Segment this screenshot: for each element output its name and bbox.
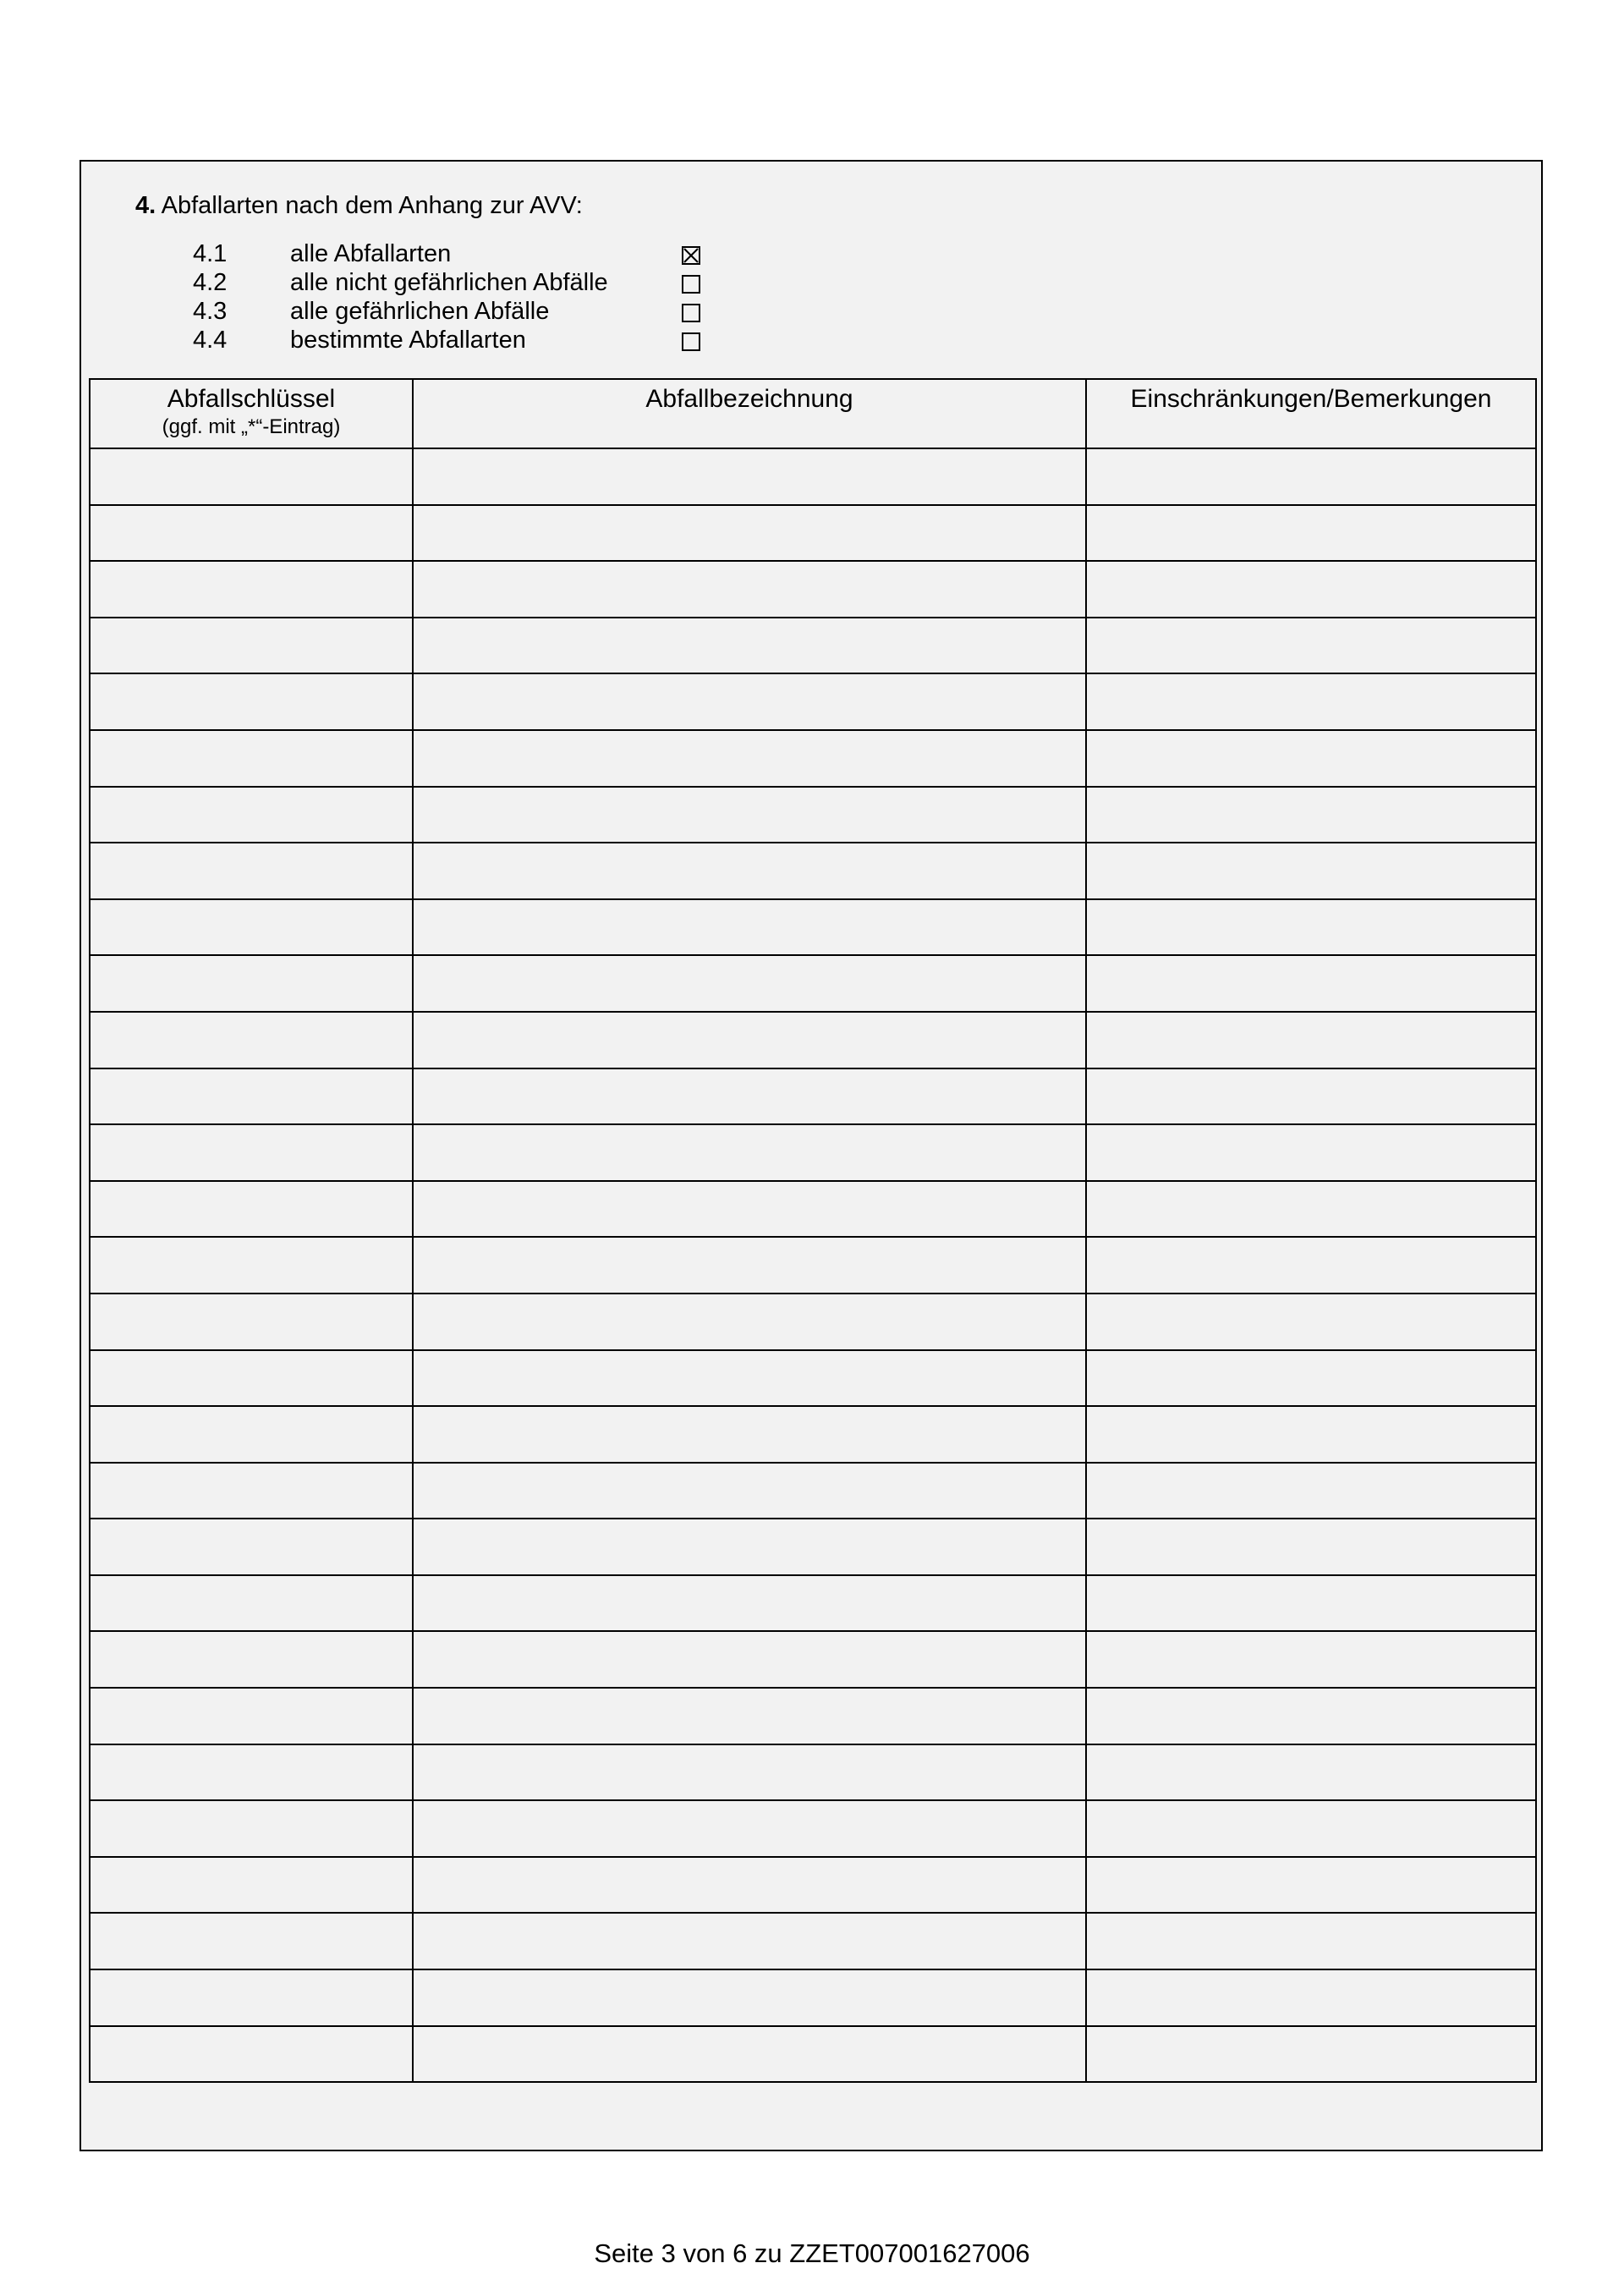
header-sublabel: (ggf. mit „*“-Eintrag) [162,415,341,438]
cell-waste-designation[interactable] [413,1068,1086,1125]
cell-waste-code[interactable] [90,1463,413,1519]
table-row [90,1857,1536,1914]
checkbox-icon[interactable] [682,275,700,294]
table-row [90,1237,1536,1294]
cell-remarks[interactable] [1086,1294,1536,1350]
cell-waste-code[interactable] [90,2026,413,2083]
cell-remarks[interactable] [1086,505,1536,562]
cell-waste-designation[interactable] [413,1800,1086,1857]
cell-remarks[interactable] [1086,899,1536,956]
table-row [90,1800,1536,1857]
cell-waste-code[interactable] [90,505,413,562]
cell-remarks[interactable] [1086,1800,1536,1857]
option-label: bestimmte Abfallarten [290,327,526,354]
option-label: alle gefährlichen Abfälle [290,298,550,325]
cell-remarks[interactable] [1086,618,1536,674]
option-number: 4.3 [193,298,228,325]
cell-waste-code[interactable] [90,561,413,618]
table-header-row [90,379,1536,448]
table-row [90,1631,1536,1688]
table-row [90,1969,1536,2026]
cell-waste-designation[interactable] [413,2026,1086,2083]
option-number: 4.4 [193,327,228,354]
cell-waste-designation[interactable] [413,505,1086,562]
table-row [90,618,1536,674]
cell-remarks[interactable] [1086,1857,1536,1914]
cell-waste-code[interactable] [90,1800,413,1857]
cell-waste-designation[interactable] [413,1294,1086,1350]
table-row [90,448,1536,505]
cell-remarks[interactable] [1086,1463,1536,1519]
cell-remarks[interactable] [1086,787,1536,843]
table-row [90,730,1536,787]
header-waste-designation [413,379,1086,448]
cell-remarks[interactable] [1086,1068,1536,1125]
cell-waste-designation[interactable] [413,955,1086,1012]
cell-waste-designation[interactable] [413,1350,1086,1407]
checkbox-icon[interactable] [682,304,700,322]
cell-remarks[interactable] [1086,1012,1536,1068]
table-row [90,561,1536,618]
cell-waste-code[interactable] [90,448,413,505]
cell-waste-code[interactable] [90,1744,413,1801]
table-row [90,899,1536,956]
cell-waste-designation[interactable] [413,1463,1086,1519]
cell-waste-designation[interactable] [413,1237,1086,1294]
cell-waste-designation[interactable] [413,1519,1086,1575]
table-row [90,1068,1536,1125]
table-row [90,1575,1536,1632]
table-row [90,1913,1536,1969]
cell-waste-code[interactable] [90,1688,413,1744]
cell-waste-designation[interactable] [413,1124,1086,1181]
cell-waste-code[interactable] [90,1519,413,1575]
option-label: alle Abfallarten [290,240,452,267]
table-row [90,1181,1536,1238]
cell-waste-designation[interactable] [413,561,1086,618]
cell-waste-code[interactable] [90,899,413,956]
waste-table [89,378,1537,2083]
cell-waste-designation[interactable] [413,1575,1086,1632]
table-body [90,448,1536,2082]
header-waste-code [90,379,413,448]
cell-remarks[interactable] [1086,1688,1536,1744]
table-row [90,1744,1536,1801]
cell-waste-code[interactable] [90,955,413,1012]
cell-waste-designation[interactable] [413,899,1086,956]
cell-waste-code[interactable] [90,673,413,730]
table-row [90,505,1536,562]
section-number: 4. [135,192,156,219]
cell-waste-code[interactable] [90,618,413,674]
cell-remarks[interactable] [1086,843,1536,899]
page-footer: Seite 3 von 6 zu ZZET007001627006 [594,2238,1030,2268]
cell-waste-code[interactable] [90,1294,413,1350]
option-number: 4.2 [193,269,228,296]
cell-waste-designation[interactable] [413,448,1086,505]
table-row [90,1012,1536,1068]
cell-waste-code[interactable] [90,1406,413,1463]
cell-remarks[interactable] [1086,673,1536,730]
cell-waste-designation[interactable] [413,730,1086,787]
cell-waste-code[interactable] [90,843,413,899]
table-row [90,843,1536,899]
cell-waste-designation[interactable] [413,618,1086,674]
cell-waste-designation[interactable] [413,1969,1086,2026]
cell-remarks[interactable] [1086,2026,1536,2083]
option-label: alle nicht gefährlichen Abfälle [290,269,608,296]
cell-waste-designation[interactable] [413,1744,1086,1801]
cell-remarks[interactable] [1086,1350,1536,1407]
table-row [90,1294,1536,1350]
table-row [90,787,1536,843]
option-number: 4.1 [193,240,228,267]
cell-waste-code[interactable] [90,787,413,843]
cell-waste-code[interactable] [90,1012,413,1068]
cell-remarks[interactable] [1086,561,1536,618]
table-row [90,1519,1536,1575]
table-row [90,955,1536,1012]
cell-remarks[interactable] [1086,1519,1536,1575]
cell-waste-designation[interactable] [413,1913,1086,1969]
cell-remarks[interactable] [1086,730,1536,787]
table-row [90,1350,1536,1407]
cell-waste-designation[interactable] [413,673,1086,730]
cell-waste-code[interactable] [90,1350,413,1407]
cell-remarks[interactable] [1086,448,1536,505]
cell-remarks[interactable] [1086,1181,1536,1238]
cell-waste-code[interactable] [90,1237,413,1294]
cell-waste-code[interactable] [90,1857,413,1914]
cell-remarks[interactable] [1086,1969,1536,2026]
cell-waste-designation[interactable] [413,1012,1086,1068]
table-row [90,1406,1536,1463]
cell-remarks[interactable] [1086,1237,1536,1294]
cell-waste-designation[interactable] [413,1688,1086,1744]
cell-waste-code[interactable] [90,1631,413,1688]
cell-remarks[interactable] [1086,1631,1536,1688]
table-row [90,1688,1536,1744]
checkbox-icon[interactable] [682,332,700,351]
cell-waste-code[interactable] [90,1969,413,2026]
cell-waste-designation[interactable] [413,787,1086,843]
section-heading [135,194,583,218]
header-label: Abfallbezeichnung [645,385,853,413]
header-label: Abfallschlüssel [167,385,336,413]
checkbox-checked-icon[interactable] [682,246,700,265]
cell-waste-designation[interactable] [413,1631,1086,1688]
cell-waste-designation[interactable] [413,1857,1086,1914]
table-row [90,1463,1536,1519]
table-row [90,2026,1536,2083]
cell-remarks[interactable] [1086,1913,1536,1969]
cell-remarks[interactable] [1086,1406,1536,1463]
cell-waste-code[interactable] [90,1068,413,1125]
cell-waste-designation[interactable] [413,843,1086,899]
table-row [90,673,1536,730]
cell-waste-designation[interactable] [413,1181,1086,1238]
cell-waste-code[interactable] [90,730,413,787]
section-title: Abfallarten nach dem Anhang zur AVV: [161,192,583,219]
header-restrictions-remarks [1086,379,1536,448]
cell-remarks[interactable] [1086,1124,1536,1181]
form-section-frame [80,160,1543,2151]
cell-waste-code[interactable] [90,1913,413,1969]
cell-remarks[interactable] [1086,955,1536,1012]
cell-remarks[interactable] [1086,1744,1536,1801]
cell-waste-designation[interactable] [413,1406,1086,1463]
cell-remarks[interactable] [1086,1575,1536,1632]
cell-waste-code[interactable] [90,1124,413,1181]
table-row [90,1124,1536,1181]
cell-waste-code[interactable] [90,1575,413,1632]
cell-waste-code[interactable] [90,1181,413,1238]
header-label: Einschränkungen/Bemerkungen [1130,385,1492,413]
